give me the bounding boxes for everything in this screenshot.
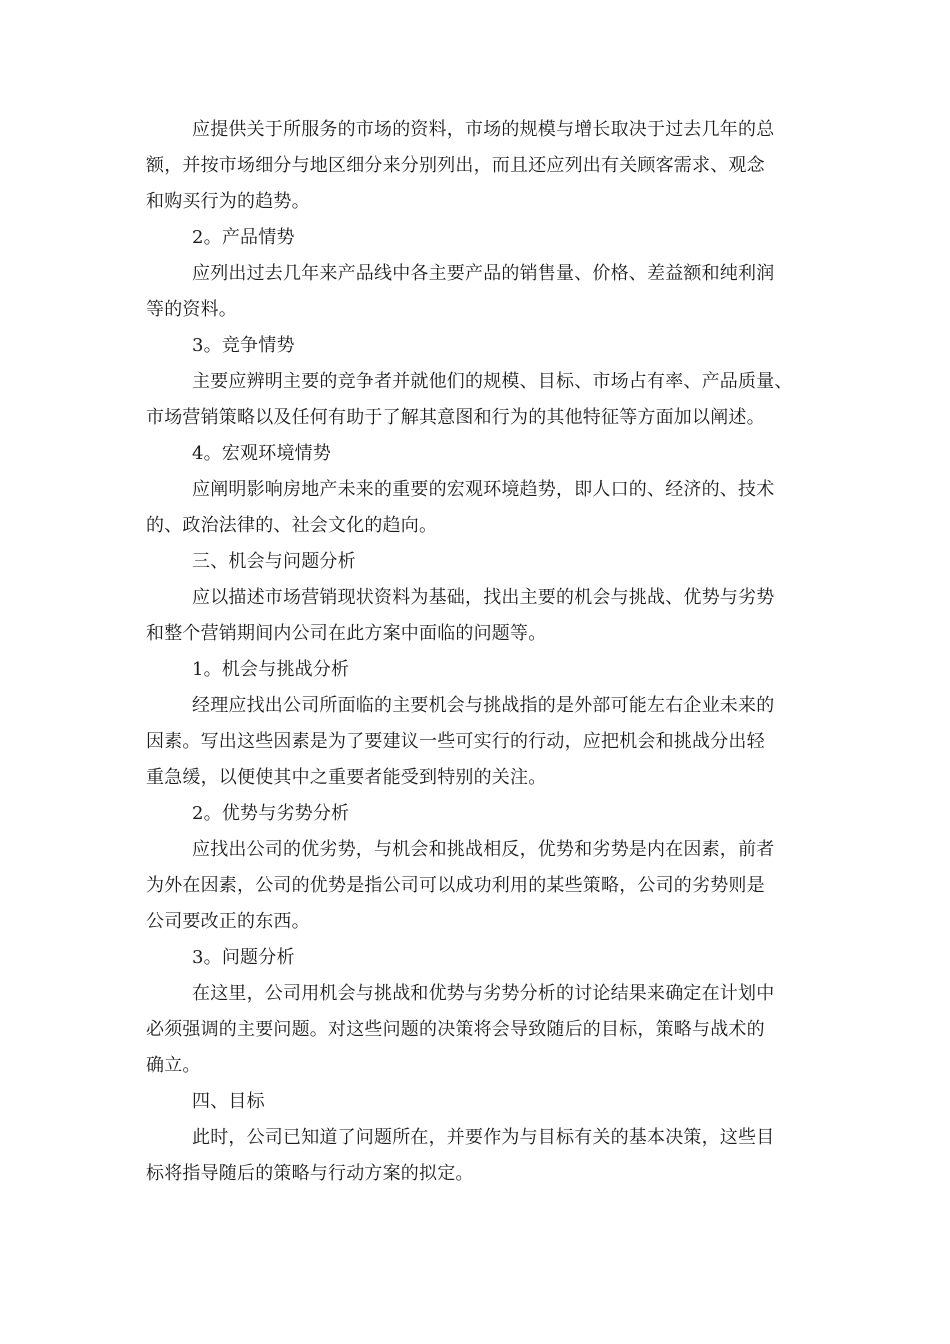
text-line: 市场营销策略以及任何有助于了解其意图和行为的其他特征等方面加以阐述。 xyxy=(146,407,765,428)
text-line: 在这里，公司用机会与挑战和优势与劣势分析的讨论结果来确定在计划中 xyxy=(192,983,775,1004)
text-line: 应阐明影响房地产未来的重要的宏观环境趋势，即人口的、经济的、技术 xyxy=(192,479,775,500)
text-line: 标将指导随后的策略与行动方案的拟定。 xyxy=(146,1163,474,1184)
text-line: 应列出过去几年来产品线中各主要产品的销售量、价格、差益额和纯利润 xyxy=(192,263,775,284)
section-heading: 3。问题分析 xyxy=(192,947,295,968)
text-line: 应以描述市场营销现状资料为基础，找出主要的机会与挑战、优势与劣势 xyxy=(192,587,775,608)
section-heading: 2。产品情势 xyxy=(192,227,295,248)
text-line: 的、政治法律的、社会文化的趋向。 xyxy=(146,515,438,536)
text-line: 额，并按市场细分与地区细分来分别列出，而且还应列出有关顾客需求、观念 xyxy=(146,155,765,176)
text-line: 应找出公司的优劣势，与机会和挑战相反，优势和劣势是内在因素，前者 xyxy=(192,839,775,860)
section-heading: 3。竞争情势 xyxy=(192,335,295,356)
section-heading: 2。优势与劣势分析 xyxy=(192,803,350,824)
text-line: 和整个营销期间内公司在此方案中面临的问题等。 xyxy=(146,623,547,644)
text-line: 经理应找出公司所面临的主要机会与挑战指的是外部可能左右企业未来的 xyxy=(192,695,775,716)
text-line: 因素。写出这些因素是为了要建议一些可实行的行动，应把机会和挑战分出轻 xyxy=(146,731,765,752)
section-heading: 三、机会与问题分析 xyxy=(192,551,356,572)
text-line: 应提供关于所服务的市场的资料，市场的规模与增长取决于过去几年的总 xyxy=(192,119,775,140)
section-heading: 1。机会与挑战分析 xyxy=(192,659,350,680)
text-line: 和购买行为的趋势。 xyxy=(146,191,310,212)
text-line: 必须强调的主要问题。对这些问题的决策将会导致随后的目标，策略与战术的 xyxy=(146,1019,765,1040)
text-line: 主要应辨明主要的竞争者并就他们的规模、目标、市场占有率、产品质量、 xyxy=(192,371,793,392)
text-line: 此时，公司已知道了问题所在，并要作为与目标有关的基本决策，这些目 xyxy=(192,1127,775,1148)
section-heading: 四、目标 xyxy=(192,1091,265,1112)
text-line: 等的资料。 xyxy=(146,299,237,320)
section-heading: 4。宏观环境情势 xyxy=(192,443,332,464)
text-line: 重急缓，以便使其中之重要者能受到特别的关注。 xyxy=(146,767,547,788)
text-line: 为外在因素，公司的优势是指公司可以成功利用的某些策略，公司的劣势则是 xyxy=(146,875,765,896)
text-line: 确立。 xyxy=(146,1055,201,1076)
document-page xyxy=(146,112,826,1192)
text-line: 公司要改正的东西。 xyxy=(146,911,310,932)
